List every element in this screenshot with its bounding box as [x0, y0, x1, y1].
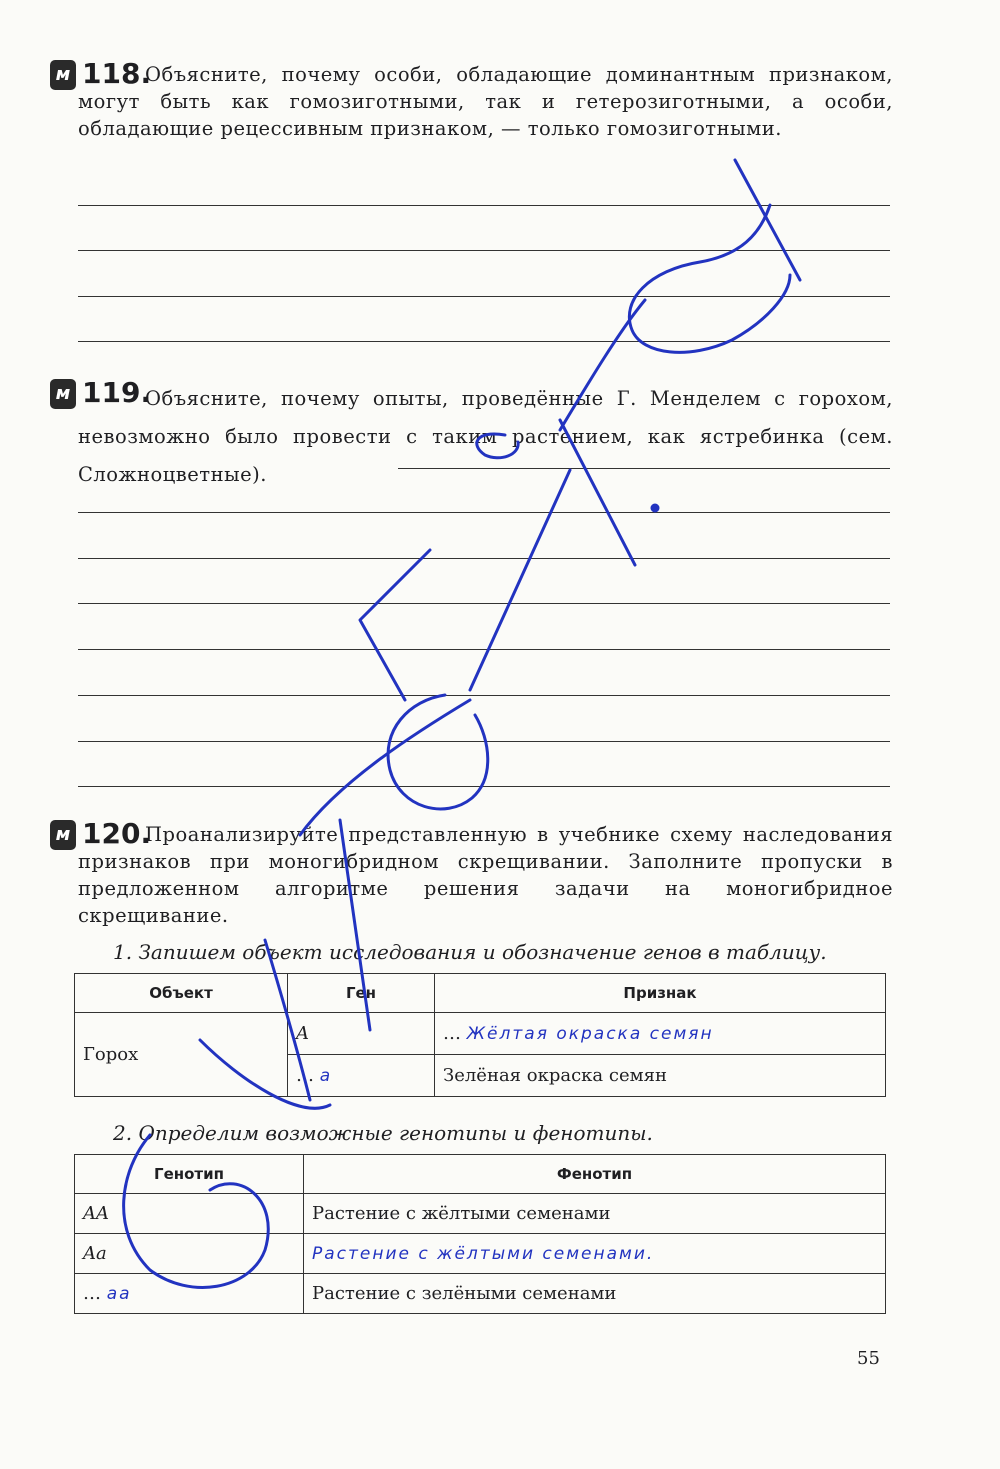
task-119-badge: м — [50, 379, 76, 409]
col-object: Объект — [75, 974, 288, 1013]
col-phenotype: Фенотип — [304, 1155, 886, 1194]
answer-line — [78, 558, 890, 559]
answer-line — [78, 603, 890, 604]
task-119-text: Объясните, почему опыты, проведённые Г. Менделем с горохом, невозможно было провести с таким растением, как ястребинка (сем. Сложноцветные). — [78, 387, 893, 486]
phenotype-cell: Растение с жёлтыми семенами — [304, 1194, 886, 1234]
table-row — [75, 1274, 886, 1314]
trait-cell: … Жёлтая окраска семян — [435, 1013, 886, 1055]
handwritten-answer: aa — [106, 1284, 132, 1304]
answer-line — [78, 786, 890, 787]
handwritten-answer: a — [319, 1066, 333, 1086]
task-118-number: 118. — [82, 57, 152, 90]
object-cell: Горох — [75, 1013, 288, 1097]
col-gene: Ген — [288, 974, 435, 1013]
task-119-number: 119. — [82, 376, 152, 409]
genotype-cell: AA — [75, 1194, 304, 1234]
table-row — [75, 1013, 886, 1055]
answer-line — [78, 341, 890, 342]
phenotype-cell: Растение с зелёными семенами — [304, 1274, 886, 1314]
genotypes-table — [74, 1154, 886, 1314]
gene-cell: … a — [288, 1055, 435, 1097]
task-120-text: Проанализируйте представленную в учебнике схему наследования признаков при моногибридном скрещивании. Заполните пропуски в предложенном алгоритме решения задачи на моногибридное скрещивание. — [78, 823, 893, 927]
task-120-number: 120. — [82, 817, 152, 850]
answer-line — [78, 512, 890, 513]
answer-line — [78, 296, 890, 297]
table-header-row — [75, 1155, 886, 1194]
task-120-badge: м — [50, 820, 76, 850]
table-row — [75, 1194, 886, 1234]
answer-line — [398, 468, 890, 469]
step-2-heading: 2. Определим возможные генотипы и фенотипы. — [113, 1121, 653, 1145]
answer-line — [78, 250, 890, 251]
table-header-row — [75, 974, 886, 1013]
gene-cell: A — [288, 1013, 435, 1055]
col-trait: Признак — [435, 974, 886, 1013]
table-row — [75, 1234, 886, 1274]
trait-cell: Зелёная окраска семян — [435, 1055, 886, 1097]
answer-line — [78, 205, 890, 206]
genotype-cell: … aa — [75, 1274, 304, 1314]
answer-line — [78, 649, 890, 650]
genes-table — [74, 973, 886, 1097]
handwritten-answer: Жёлтая окраска семян — [466, 1024, 714, 1044]
col-genotype: Генотип — [75, 1155, 304, 1194]
task-118-text: Объясните, почему особи, обладающие доминантным признаком, могут быть как гомозиготными, так и гетерозиготными, а особи, обладающие рецессивным признаком, — только гомозиготными. — [78, 63, 893, 140]
answer-line — [78, 695, 890, 696]
genotype-cell: Aa — [75, 1234, 304, 1274]
answer-line — [78, 741, 890, 742]
phenotype-cell — [304, 1234, 886, 1274]
handwritten-answer: Растение с жёлтыми семенами. — [312, 1244, 655, 1264]
task-118-badge: м — [50, 60, 76, 90]
page-number: 55 — [857, 1348, 880, 1369]
step-1-heading: 1. Запишем объект исследования и обозначение генов в таблицу. — [113, 940, 827, 964]
